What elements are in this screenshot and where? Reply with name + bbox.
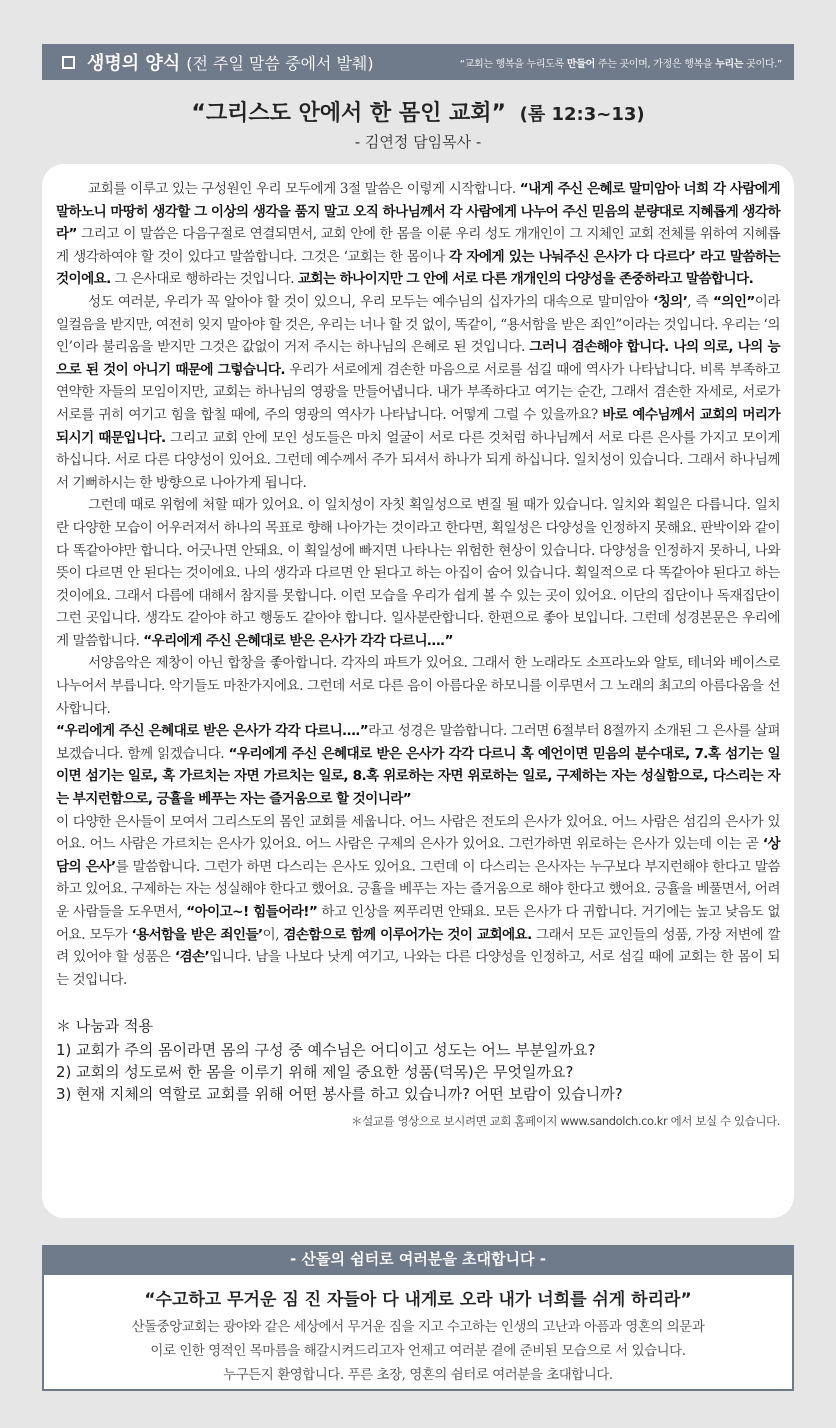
paragraph-6: 이 다양한 은사들이 모여서 그리스도의 몸인 교회를 세웁니다. 어느 사람은 전도의 은사가 있어요. 어느 사람은 섬김의 은사가 있어요. 어느 사람은 가르치는 은사가 있어요. 어느 사람은 구제의 은사가 있어요. 그런가하면 위로하는 은사가 있는데 이는 곧 ‘상담의 은사’를 말씀합니다. 그런가 하면 다스리는 은사도 있어요. 그런데 이 다스리는 은사자는 누구보다 부지런해야 한다고 말씀하고 있어요. 구제하는 자는 성실해야 한다고 했어요. 긍휼을 베푸는 자는 즐거움으로 해야 한다고 했어요. 긍휼을 베풀면서, 어려운 사람들을 도우면서, “아이고~! 힘들어라!” 하고 인상을 찌푸리면 안돼요. 모든 은사가 다 귀합니다. 거기에는 높고 낮음도 없어요. 모두가 ‘용서함을 받은 죄인들’이, 겸손함으로 함께 이루어가는 것이 교회에요. 그래서 모든 교인들의 성품, 가장 저변에 깔려 있어야 할 성품은 ‘겸손’입니다. 남을 나보다 낫게 여기고, 나와는 다른 다양성을 인정하고, 서로 섬길 때에 교회는 한 몸이 되는 것입니다. — [56, 813, 781, 988]
sermon-body-box — [42, 164, 794, 1218]
invite-line-3: 누구든지 환영합니다. 푸른 초장, 영혼의 쉼터로 여러분을 초대합니다. — [223, 1368, 613, 1383]
preacher-name: - 김연정 담임목사 - — [354, 133, 482, 151]
section-title: 생명의 양식 — [87, 53, 181, 74]
invite-box — [42, 1273, 794, 1391]
sharing-title: ＊ 나눔과 적용 — [56, 1017, 153, 1036]
square-icon — [62, 56, 75, 69]
scripture-reference: (롬 12:3~13) — [519, 104, 645, 125]
invite-text — [44, 1316, 792, 1388]
paragraph-2: 성도 여러분, 우리가 꼭 알아야 할 것이 있으니, 우리 모두는 예수님의 십자가의 대속으로 말미암아 ‘칭의’, 즉 “의인”이라 일컬음을 받지만, 여전히 잊지 말아야 할 것은, 우리는 너나 할 것 없이, 똑같이, “용서함을 받은 죄인”이라는 것입니다. 우리는 ‘의인’이라 불리움을 받지만 그것은 값없이 거저 주시는 하나님의 은혜로 된 것입니다. 그러니 겸손해야 합니다. 나의 의로, 나의 능으로 된 것이 아니기 때문에 그렇습니다. 우리가 서로에게 겸손한 마음으로 서로를 섬길 때에 역사가 나타납니다. 비록 부족하고 연약한 자들의 모임이지만, 교회는 하나님의 영광을 만들어냅니다. 내가 부족하다고 여기는 순간, 그래서 겸손한 자세로, 서로가 서로를 귀히 여기고 힘을 합칠 때에, 주의 영광의 역사가 나타납니다. 어떻게 그럴 수 있을까요? 바로 예수님께서 교회의 머리가 되시기 때문입니다. 그리고 교회 안에 모인 성도들은 마치 얼굴이 서로 다른 것처럼 하나님께서 서로 다른 은사를 가지고 모이게 하십니다. 서로 다른 다양성이 있어요. 그런데 예수께서 주가 되셔서 하나가 되게 하십니다. 일치성이 있습니다. 그래서 하나님께서 기뻐하시는 한 방향으로 나아가게 됩니다. — [56, 293, 781, 491]
sermon-text — [56, 178, 780, 991]
paragraph-3: 그런데 때로 위험에 처할 때가 있어요. 이 일치성이 자칫 획일성으로 변질 될 때가 있습니다. 일치와 획일은 다릅니다. 일치란 다양한 모습이 어우러져서 하나의 목표로 향해 나아가는 것이라고 한다면, 획일성은 다양성을 인정하지 못해요. 판박이와 같이 다 똑같아야만 합니다. 어긋나면 안돼요. 이 획일성에 빠지면 나타나는 위험한 현상이 있습니다. 다양성을 인정하지 못하니, 나와 뜻이 다르면 안 된다는 것이에요. 나의 생각과 다르면 안 된다고 하는 아집이 숨어 있습니다. 획일적으로 다 똑같아야 된다고 하는 것이에요. 그래서 다름에 대해서 참지를 못합니다. 이런 모습을 우리가 쉽게 볼 수 있는 곳이 있어요. 이단의 집단이나 독재집단이 그런 곳입니다. 생각도 같아야 하고 행동도 같아야 합니다. 일사분란합니다. 한편으로 좋아 보입니다. 그런데 성경본문은 우리에게 말씀합니다. “우리에게 주신 은혜대로 받은 은사가 각각 다르니….” — [56, 497, 780, 649]
invite-bar: - 산돌의 쉼터로 여러분을 초대합니다 - — [42, 1245, 794, 1273]
invite-line-2: 이로 인한 영적인 목마름을 해갈시켜드리고자 언제고 여러분 곁에 준비된 모습으로 서 있습니다. — [150, 1344, 686, 1359]
video-note: ＊설교를 영상으로 보시려면 교회 홈페이지 www.sandolch.co.kr 에서 보실 수 있습니다. — [350, 1114, 780, 1129]
sermon-title-text: “그리스도 안에서 한 몸인 교회” — [191, 101, 506, 126]
paragraph-1: 교회를 이루고 있는 구성원인 우리 모두에게 3절 말씀은 이렇게 시작합니다. “내게 주신 은혜로 말미암아 너희 각 사람에게 말하노니 마땅히 생각할 그 이상의 생각을 품지 말고 오직 하나님께서 각 사람에게 나누어 주신 믿음의 분량대로 지혜롭게 생각하라” 그리고 이 말씀은 다음구절로 연결되면서, 교회 안에 한 몸을 이룬 우리 성도 개개인이 그 지체인 교회 전체를 위하여 지혜롭게 생각하여야 할 것이 있다고 말씀합니다. 그것은 ‘교회는 한 몸이나 각 자에게 있는 나눠주신 은사가 다 다르다’ 라고 말씀하는 것이에요. 그 은사대로 행하라는 것입니다. 교회는 하나이지만 그 안에 서로 다른 개개인의 다양성을 존중하라고 말씀합니다. — [56, 181, 780, 288]
paragraph-4: 서양음악은 제창이 아닌 합창을 좋아합니다. 각자의 파트가 있어요. 그래서 한 노래라도 소프라노와 알토, 테너와 베이스로 나누어서 부릅니다. 악기들도 마찬가지에요. 그런데 서로 다른 음이 아름다운 하모니를 이루면서 그 노래의 최고의 아름다움을 선사합니다. — [56, 655, 780, 717]
question-2: 2) 교회의 성도로써 한 몸을 이루기 위해 제일 중요한 성품(덕목)은 무엇일까요? — [56, 1063, 574, 1082]
paragraph-5: “우리에게 주신 은혜대로 받은 은사가 각각 다르니….”라고 성경은 말씀합니다. 그러면 6절부터 8절까지 소개된 그 은사를 살펴보겠습니다. 함께 읽겠습니다. “우리에게 주신 은혜대로 받은 은사가 각각 다르니 혹 예언이면 믿음의 분수대로, 7.혹 섬기는 일이면 섬기는 일로, 혹 가르치는 자면 가르치는 일로, 8.혹 위로하는 자면 위로하는 일로, 구제하는 자는 성실함으로, 다스리는 자는 부지런함으로, 긍휼을 베푸는 자는 즐거움으로 할 것이니라” — [56, 723, 780, 808]
sharing-questions — [56, 1015, 780, 1105]
question-1: 1) 교회가 주의 몸이라면 몸의 구성 중 예수님은 어디이고 성도는 어느 부분일까요? — [56, 1041, 596, 1060]
invite-quote: “수고하고 무거운 짐 진 자들아 다 내게로 오라 내가 너희를 쉬게 하리라” — [144, 1290, 692, 1310]
invite-line-1: 산돌중앙교회는 광야와 같은 세상에서 무거운 짐을 지고 수고하는 인생의 고난과 아픔과 영혼의 의문과 — [131, 1320, 705, 1335]
section-header-bar — [42, 44, 794, 80]
question-3: 3) 현재 지체의 역할로 교회를 위해 어떤 봉사를 하고 있습니까? 어떤 보람이 있습니까? — [56, 1085, 623, 1104]
section-subtitle: (전 주일 말씀 중에서 발췌) — [186, 53, 374, 73]
church-motto: “교회는 행복을 누리도록 만들어 주는 곳이며, 가정은 행복을 누리는 곳이다.” — [459, 58, 782, 70]
sermon-title — [0, 96, 836, 127]
